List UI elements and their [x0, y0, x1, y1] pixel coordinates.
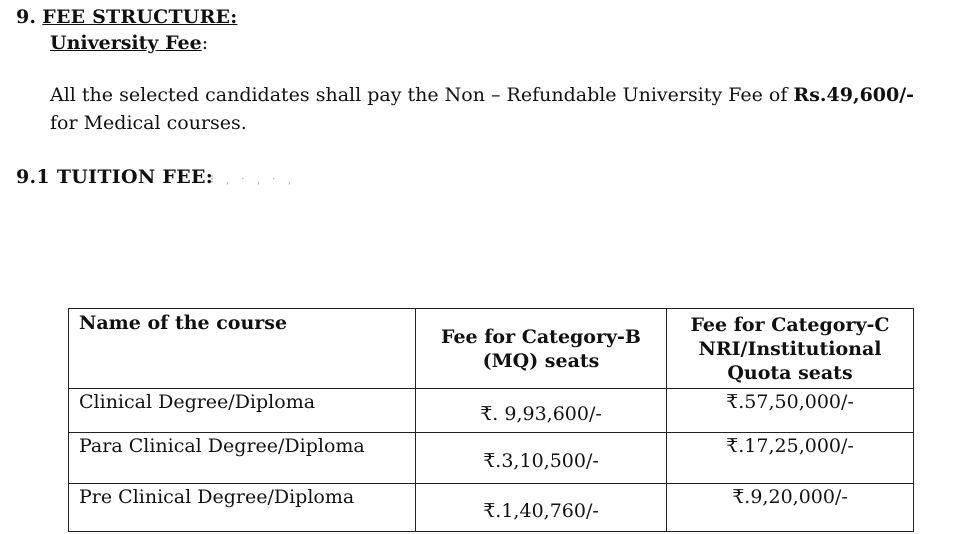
header-category-c-line3: Quota seats [727, 361, 853, 384]
course-name-cell: Pre Clinical Degree/Diploma [69, 484, 416, 532]
header-category-b [416, 309, 667, 389]
header-category-c [667, 309, 914, 389]
section-heading [16, 6, 237, 28]
category-b-fee-cell: ₹.1,40,760/- [416, 484, 667, 532]
section-number: 9. [16, 6, 37, 28]
category-c-fee-cell: ₹.9,20,000/- [667, 484, 914, 532]
table-row [69, 484, 914, 532]
tuition-fee-heading: 9.1 TUITION FEE: [16, 166, 214, 188]
header-category-c-line2: NRI/Institutional [698, 337, 882, 360]
header-category-b-line1: Fee for Category-B [441, 325, 641, 348]
fee-text-after: for Medical courses. [50, 112, 247, 134]
fee-amount: Rs.49,600/- [793, 84, 915, 106]
fee-text-before: All the selected candidates shall pay the Non – Refundable University Fee of [50, 84, 794, 106]
table-header-row [69, 309, 914, 389]
header-course: Name of the course [69, 309, 416, 389]
category-c-fee-cell: ₹.57,50,000/- [667, 389, 914, 433]
tuition-fee-table [68, 308, 914, 532]
university-fee-title: University Fee [50, 32, 202, 54]
category-b-fee-cell: ₹.3,10,500/- [416, 433, 667, 484]
category-c-fee-cell: ₹.17,25,000/- [667, 433, 914, 484]
university-fee-heading [50, 32, 208, 54]
university-fee-colon: : [201, 32, 209, 54]
header-category-b-line2: (MQ) seats [482, 349, 600, 372]
course-name-cell: Para Clinical Degree/Diploma [69, 433, 416, 484]
table-row [69, 389, 914, 433]
section-title: FEE STRUCTURE: [42, 6, 238, 28]
category-b-fee-cell: ₹. 9,93,600/- [416, 389, 667, 433]
course-name-cell: Clinical Degree/Diploma [69, 389, 416, 433]
header-category-c-line1: Fee for Category-C [690, 313, 890, 336]
table-row [69, 433, 914, 484]
scan-smudge-mark: ⁝ ˌ ˑ ˌ ˑ ˌ [210, 172, 295, 186]
university-fee-paragraph [50, 81, 955, 137]
